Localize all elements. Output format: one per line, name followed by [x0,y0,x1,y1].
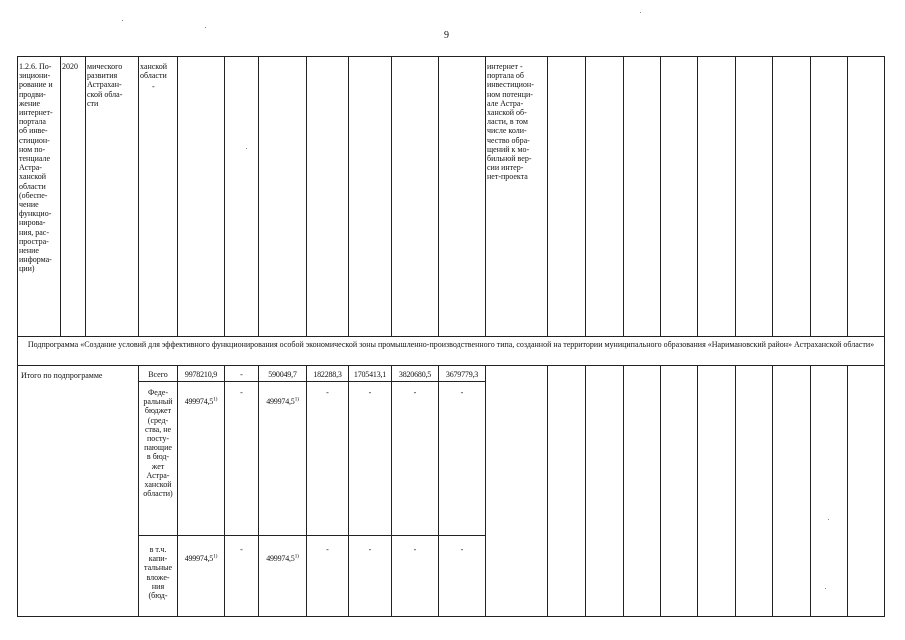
total-capital-v1 [177,545,225,563]
cell [224,381,259,536]
total-federal-v1 [177,388,225,406]
footnote-mark: 1) [294,553,299,560]
scan-speck [825,588,826,589]
cell [306,381,349,536]
cell-1-2-6-v4 [306,56,349,337]
event-executor-text: мического развития Астрахан- ской обла- сти [87,62,123,108]
page-number: 9 [444,30,449,41]
total-federal-v7: - [460,388,464,397]
scan-speck [246,148,247,149]
footnote-mark: 1) [294,396,299,403]
footnote-mark: 1) [213,396,218,403]
total-capital-v3 [258,545,307,563]
cell [348,381,392,536]
total-federal-v3-value: 499974,5 [266,397,295,407]
cell-1-2-6-v2 [224,56,259,337]
event-org-dash: - [152,82,155,91]
total-c4 [660,365,698,617]
total-indicator-cell [485,365,548,617]
event-year-text: 2020 [62,62,78,71]
total-c8 [810,365,848,617]
footnote-mark: 1) [213,553,218,560]
total-c7 [772,365,811,617]
total-federal-v5: - [368,388,372,397]
total-federal-source: Феде- ральный бюджет (сред- ства, не посту- пающие в бюд- жет Астра- ханской области) [143,388,173,499]
cell-1-2-6-c9 [847,56,885,337]
total-federal-v6: - [413,388,417,397]
total-all-v2: - [240,370,243,379]
cell [391,381,439,536]
cell-1-2-6-c1 [547,56,586,337]
scan-speck [828,519,829,520]
total-federal-v2: - [240,388,243,397]
cell-1-2-6-org [138,56,178,337]
total-all-v4: 182288,3 [313,370,342,379]
cell-1-2-6-c4 [660,56,698,337]
cell-1-2-6-c8 [810,56,848,337]
cell-1-2-6-v1 [177,56,225,337]
total-all-source: Всего [148,370,168,379]
total-all-v5: 1705413,1 [353,370,387,379]
event-indicator-text: интернет - портала об инвестицион- ном потенци- але Астра- ханской об- ласти, в том числе коли- чество обра- щений к мо- бильной вер- сии интер- нет-проекта [487,62,534,182]
total-c1 [547,365,586,617]
total-capital-v1-value: 499974,5 [184,554,214,564]
total-capital-v7: - [460,545,464,554]
scan-speck [122,20,123,21]
total-capital-v6: - [413,545,417,554]
scan-speck [205,27,206,28]
cell-1-2-6-c3 [623,56,661,337]
total-c2 [585,365,624,617]
event-name-text: 1.2.6. По- зициони- рование и продви- жение интернет- портала об инве- стицион- ном по- тенциале Астра- ханской области (обеспе- чение функцио- нирова- ния, рас- простра- нение информа- ции) [19,62,53,274]
cell [438,381,486,536]
total-all-v1: 9978210,9 [184,370,218,379]
total-label-cell [17,365,139,617]
total-federal-v3 [258,388,307,406]
total-capital-source: в т.ч. капи- тальные вложе- ния (бюд- [143,545,173,601]
subprogram-title: Подпрограмма «Создание условий для эффективного функционирования особой экономической зоны промышленно-производственного типа, созданной на территории муниципального образования «Наримановский район» Астраханской области» [27,340,875,349]
cell-1-2-6-v7 [438,56,486,337]
total-federal-v1-value: 499974,5 [184,397,214,407]
total-all-v7: 3679779,3 [445,370,479,379]
total-c6 [735,365,773,617]
cell-1-2-6-v6 [391,56,439,337]
total-capital-v3-value: 499974,5 [266,554,295,564]
total-federal-v4: - [326,388,329,397]
cell-1-2-6-v3 [258,56,307,337]
total-capital-v5: - [368,545,372,554]
cell-1-2-6-c7 [772,56,811,337]
total-c3 [623,365,661,617]
cell-1-2-6-c6 [735,56,773,337]
cell-1-2-6-c2 [585,56,624,337]
cell-1-2-6-c5 [697,56,736,337]
total-all-v6: 3820680,5 [398,370,432,379]
cell-1-2-6-year [60,56,86,337]
total-label: Итого по подпрограмме [21,371,103,380]
total-all-v3: 590049,7 [268,370,297,379]
scan-speck [640,12,641,13]
total-c9 [847,365,885,617]
cell-1-2-6-v5 [348,56,392,337]
event-org-text: ханской области [140,62,168,81]
total-capital-v2: - [240,545,243,554]
total-capital-v4: - [326,545,329,554]
total-c5 [697,365,736,617]
